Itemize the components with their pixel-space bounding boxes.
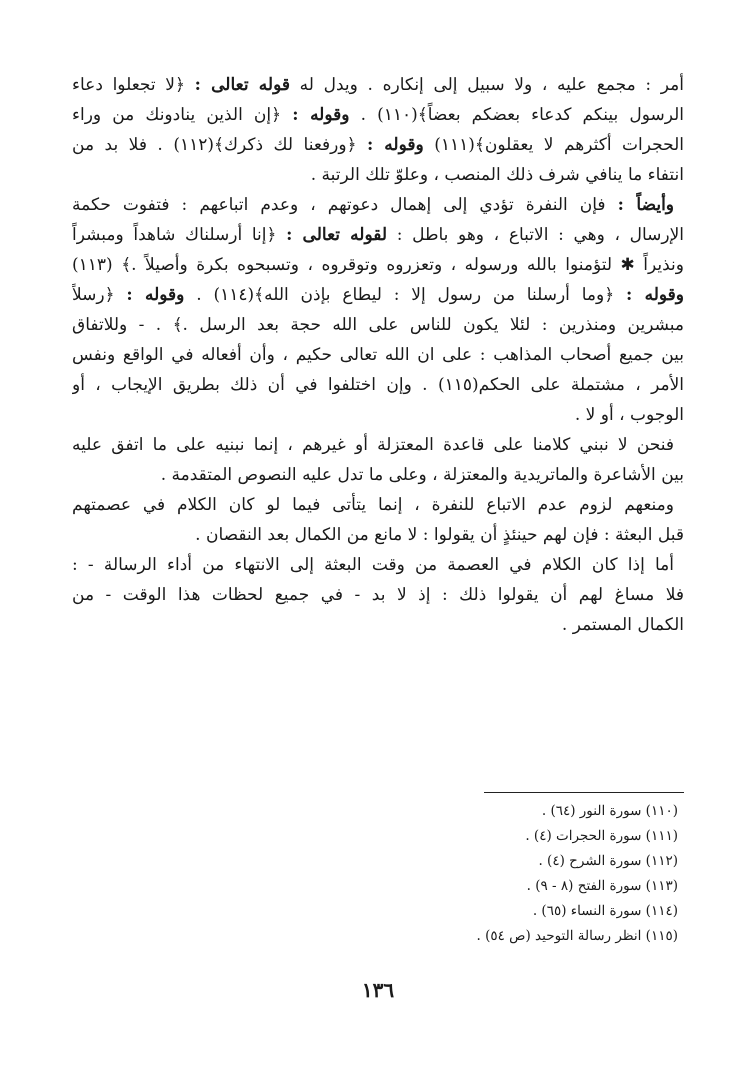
text-run: ﴿إنا أرسلناك شاهداً ومبشراً xyxy=(72,225,287,245)
text-line xyxy=(72,250,684,280)
bold-phrase: وأيضاً : xyxy=(617,195,675,215)
text-line xyxy=(72,160,684,190)
bold-phrase: وقوله : xyxy=(625,285,684,305)
text-run: (١١٤) xyxy=(213,285,255,305)
text-run: فلا مساغ لهم أن يقولوا ذلك : إذ لا بد - في جميع لحظات هذا الوقت - من xyxy=(72,585,684,605)
text-line xyxy=(72,460,684,490)
text-line xyxy=(72,280,684,310)
footnote: (١١٠) سورة النور (٦٤) . xyxy=(541,803,678,819)
text-run: الرسول بينكم كدعاء بعضكم بعضاً﴾ xyxy=(417,105,684,125)
footnote: (١١٢) سورة الشرح (٤) . xyxy=(538,853,678,869)
bold-phrase: وقوله : xyxy=(292,105,350,125)
text-run xyxy=(424,135,435,155)
text-run: قبل البعثة : فإن لهم حينئذٍ أن يقولوا : لا مانع من الكمال بعد النقصان . xyxy=(195,525,684,545)
bold-phrase: لقوله تعالى : xyxy=(286,225,388,245)
bold-phrase: قوله تعالى : xyxy=(194,75,290,95)
footnote: (١١١) سورة الحجرات (٤) . xyxy=(525,828,678,844)
text-line xyxy=(72,220,684,250)
text-run: الأمر ، مشتملة على الحكم xyxy=(478,375,684,395)
text-run: (١١٢) xyxy=(173,135,215,155)
text-run: (١١١) xyxy=(434,135,475,155)
text-line xyxy=(72,580,684,610)
text-run: أمر : مجمع عليه ، ولا سبيل إلى إنكاره . ويدل له xyxy=(289,75,684,95)
text-run: فإن النفرة تؤدي إلى إهمال دعوتهم ، وعدم اتباعهم : فتفوت حكمة xyxy=(72,195,618,215)
text-run: مبشرين ومنذرين : لئلا يكون للناس على الله حجة بعد الرسل .﴾ . - وللاتفاق xyxy=(72,315,684,335)
text-run: ﴿لا تجعلوا دعاء xyxy=(72,75,195,95)
text-run: ومنعهم لزوم عدم الاتباع للنفرة ، إنما يتأتى فيما لو كان الكلام في عصمتهم xyxy=(72,495,674,515)
text-line xyxy=(72,520,684,550)
text-line xyxy=(72,610,684,640)
text-run: ﴿وما أرسلنا من رسول إلا : ليطاع بإذن الله﴾ xyxy=(254,285,626,305)
bold-phrase: وقوله : xyxy=(126,285,185,305)
text-line xyxy=(72,310,684,340)
text-run: ﴿ورفعنا لك ذكرك﴾ xyxy=(214,135,368,155)
text-run: انتفاء ما ينافي شرف ذلك المنصب ، وعلوّ تلك الرتبة . xyxy=(310,165,684,185)
text-run: ونذيراً ✱ لتؤمنوا بالله ورسوله ، وتعزروه وتوقروه ، وتسبحوه بكرة وأصيلاً .﴾ xyxy=(121,255,684,275)
text-run: (١١٣) xyxy=(72,255,122,275)
text-run: أما إذا كان الكلام في العصمة من وقت البعثة إلى الانتهاء من أداء الرسالة - : xyxy=(72,555,674,575)
text-run: الحجرات أكثرهم لا يعقلون﴾ xyxy=(474,135,684,155)
text-run: الإرسال ، وهي : الاتباع ، وهو باطل : xyxy=(387,225,684,245)
footnotes xyxy=(476,792,684,949)
text-line xyxy=(72,190,684,220)
text-run: بين الأشاعرة والماتريدية والمعتزلة ، وعلى ما تدل عليه النصوص المتقدمة . xyxy=(160,465,684,485)
bold-phrase: وقوله : xyxy=(367,135,424,155)
text-run: . وإن اختلفوا في أن ذلك بطريق الإيجاب ، أو xyxy=(72,375,438,395)
text-run: الكمال المستمر . xyxy=(561,615,684,635)
text-run: . فلا بد من xyxy=(72,135,174,155)
text-line xyxy=(72,340,684,370)
text-line xyxy=(72,490,684,520)
text-line xyxy=(72,550,684,580)
text-run: . xyxy=(184,285,214,305)
text-run: فنحن لا نبني كلامنا على قاعدة المعتزلة أو غيرهم ، إنما نبنيه على ما اتفق عليه xyxy=(72,435,674,455)
text-line xyxy=(72,130,684,160)
text-line xyxy=(72,400,684,430)
page-body xyxy=(72,70,684,1060)
main-text xyxy=(72,70,684,640)
page-number: ١٣٦ xyxy=(361,978,395,1002)
text-run: . xyxy=(349,105,378,125)
footnote: (١١٥) انظر رسالة التوحيد (ص ٥٤) . xyxy=(476,928,678,944)
footnote: (١١٣) سورة الفتح (٨ - ٩) . xyxy=(526,878,678,894)
text-run: الوجوب ، أو لا . xyxy=(574,405,684,425)
text-line xyxy=(72,370,684,400)
text-line xyxy=(72,100,684,130)
text-line xyxy=(72,430,684,460)
text-run: بين جميع أصحاب المذاهب : على ان الله تعالى حكيم ، وأن أفعاله في الواقع ونفس xyxy=(72,345,684,365)
text-line xyxy=(72,70,684,100)
footnote: (١١٤) سورة النساء (٦٥) . xyxy=(532,903,678,919)
text-run: (١١٠) xyxy=(377,105,418,125)
text-run: (١١٥) xyxy=(437,375,479,395)
text-run: ﴿إن الذين ينادونك من وراء xyxy=(72,105,293,125)
text-run: ﴿رسلاً xyxy=(72,285,127,305)
